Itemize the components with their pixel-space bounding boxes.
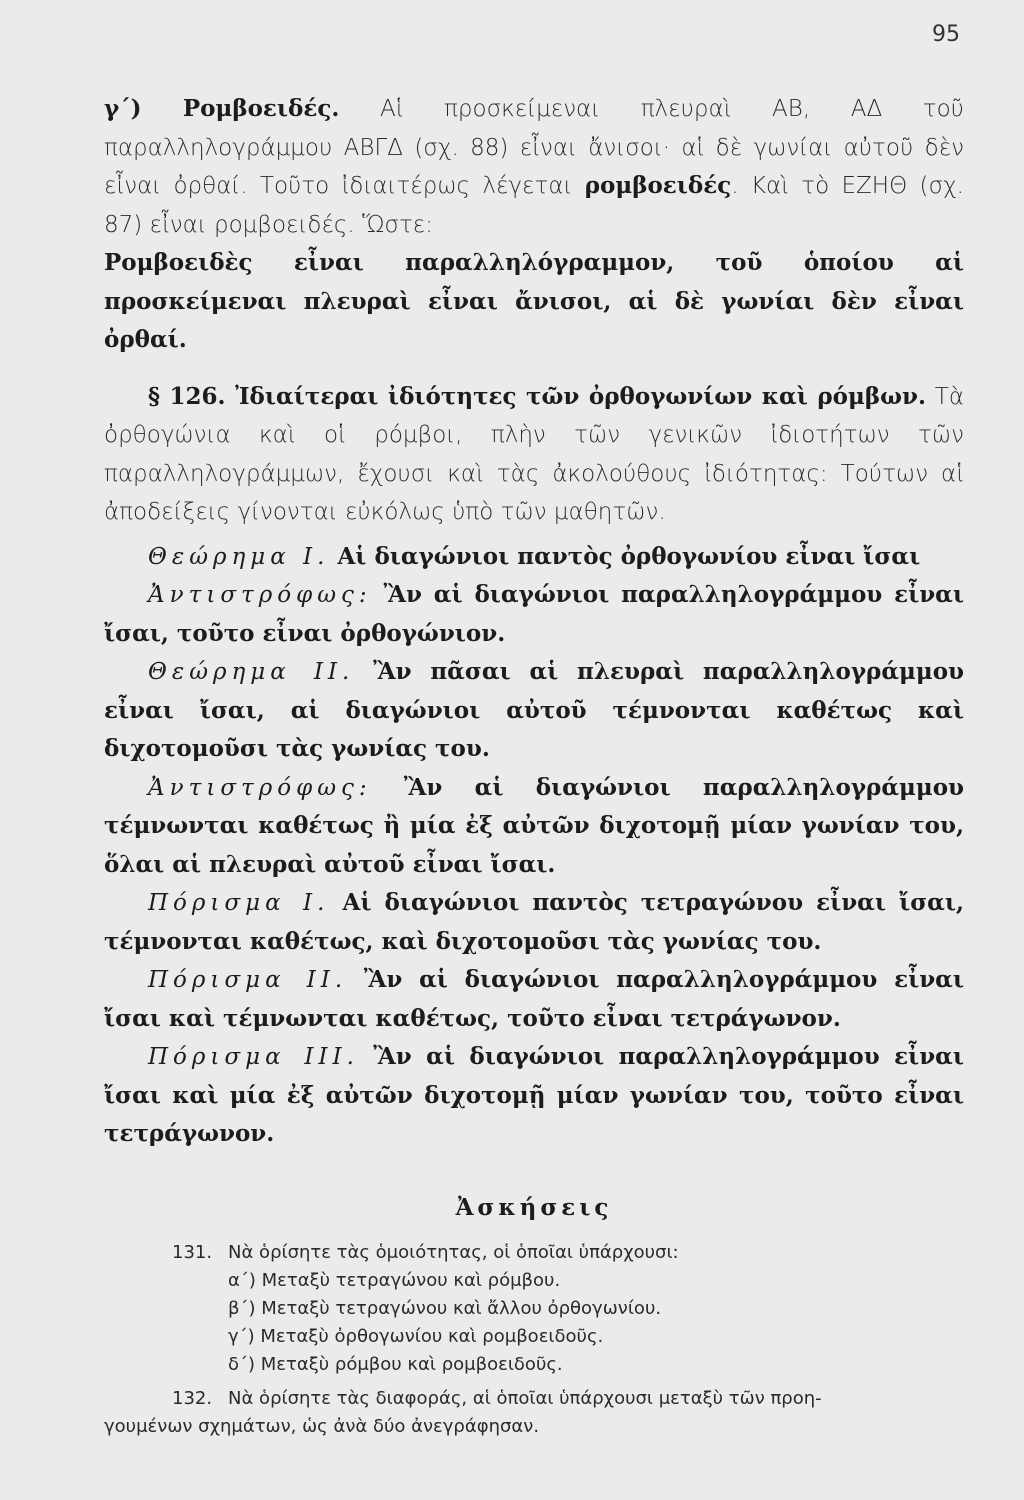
rhombus-label: γ΄) Ρομβοειδές. bbox=[104, 95, 340, 122]
exercise-text: Νὰ ὁρίσητε τὰς ὁμοιότητας, οἱ ὁποῖαι ὑπάρχουσι: bbox=[228, 1241, 679, 1263]
theorem-text: Αἱ διαγώνιοι παντὸς ὀρθογωνίου εἶναι ἴσαι bbox=[329, 542, 921, 570]
exercise-item: γ΄) Μεταξὺ ὀρθογωνίου καὶ ρομβοειδοῦς. bbox=[228, 1325, 604, 1347]
theorem-text: Ἂν αἱ διαγώνιοι παραλληλογράμμου τέμνωνται καθέτως ἢ μία ἐξ αὐτῶν διχοτομῇ μίαν γωνίαν του, ὅλαι αἱ πλευραὶ αὐτοῦ εἶναι ἴσαι. bbox=[104, 773, 964, 878]
exercises-heading: Ἀσκήσεις bbox=[455, 1193, 613, 1221]
converse-1 bbox=[104, 576, 964, 653]
theorem-text: Ἂν πᾶσαι αἱ πλευραὶ παραλληλογράμμου εἶναι ἴσαι, αἱ διαγώνιοι αὐτοῦ τέμνονται καθέτως καὶ διχοτομοῦσι τὰς γωνίας του. bbox=[104, 658, 964, 762]
rhombus-text: Αἱ προσκείμεναι πλευραὶ ΑΒ, ΑΔ τοῦ παραλληλογράμμου ΑΒΓΔ (σχ. 88) εἶναι ἄνισοι· αἱ δὲ γωνίαι αὐτοῦ δὲν εἶναι ὀρθαί. Τοῦτο ἰδιαιτέρως λέγεται bbox=[104, 96, 964, 199]
exercise-item: α΄) Μεταξὺ τετραγώνου καὶ ρόμβου. bbox=[228, 1269, 561, 1291]
page-number: 95 bbox=[932, 22, 960, 47]
exercise-132 bbox=[104, 1385, 964, 1441]
corollary-3 bbox=[104, 1038, 964, 1154]
theorem-text: Ἂν αἱ διαγώνιοι παραλληλογράμμου εἶναι ἴσαι, τοῦτο εἶναι ὀρθογώνιον. bbox=[104, 581, 964, 647]
theorem-2 bbox=[104, 653, 964, 769]
theorem-label: Πόρισμα ΙΙ. bbox=[148, 967, 348, 993]
theorem-label: Θεώρημα ΙΙ. bbox=[148, 659, 355, 685]
rhombus-paragraph bbox=[104, 90, 964, 244]
section-heading: § 126. Ἰδιαίτεραι ἰδιότητες τῶν ὀρθογωνίων καὶ ρόμβων. bbox=[148, 382, 926, 410]
rhombus-text-2: . Καὶ τὸ ΕΖΗΘ (σχ. 87) εἶναι ρομβοειδές. Ὥστε: bbox=[104, 173, 964, 238]
theorem-1 bbox=[104, 538, 964, 577]
exercise-number: 131. bbox=[172, 1241, 213, 1263]
exercise-131 bbox=[104, 1239, 964, 1379]
corollary-1 bbox=[104, 884, 964, 961]
rhombus-term: ρομβοειδές bbox=[584, 172, 732, 199]
converse-2 bbox=[104, 769, 964, 885]
theorem-label: Θεώρημα Ι. bbox=[148, 543, 330, 570]
exercise-line bbox=[104, 1385, 964, 1413]
theorem-label: Πόρισμα ΙΙΙ. bbox=[148, 1044, 359, 1070]
theorem-text: Αἱ διαγώνιοι παντὸς τετραγώνου εἶναι ἴσαι, τέμνονται καθέτως, καὶ διχοτομοῦσι τὰς γωνίας του. bbox=[104, 889, 965, 955]
theorem-label: Ἀντιστρόφως: bbox=[148, 582, 372, 608]
exercise-item: δ΄) Μεταξὺ ρόμβου καὶ ρομβοειδοῦς. bbox=[228, 1353, 563, 1375]
rhombus-definition: Ρομβοειδὲς εἶναι παραλληλόγραμμον, τοῦ ὁποίου αἱ προσκείμεναι πλευραὶ εἶναι ἄνισοι, αἱ δὲ γωνίαι δὲν εἶναι ὀρθαί. bbox=[104, 249, 964, 353]
theorem-text: Ἂν αἱ διαγώνιοι παραλληλογράμμου εἶναι ἴσαι καὶ τέμνωνται καθέτως, τοῦτο εἶναι τετράγωνον. bbox=[104, 966, 964, 1032]
theorem-text: Ἂν αἱ διαγώνιοι παραλληλογράμμου εἶναι ἴσαι καὶ μία ἐξ αὐτῶν διχοτομῇ μίαν γωνίαν του, τοῦτο εἶναι τετράγωνον. bbox=[104, 1043, 964, 1147]
section-text: Τὰ ὀρθογώνια καὶ οἱ ρόμβοι, πλὴν τῶν γενικῶν ἰδιοτήτων τῶν παραλληλογράμμων, ἔχουσι καὶ τὰς ἀκολούθους ἰδιότητας: Τούτων αἱ ἀποδείξεις γίνονται εὐκόλως ὑπὸ τῶν μαθητῶν. bbox=[104, 383, 964, 525]
exercise-line bbox=[104, 1239, 964, 1267]
theorem-label: Πόρισμα Ι. bbox=[148, 890, 330, 916]
exercise-item: β΄) Μεταξὺ τετραγώνου καὶ ἄλλου ὀρθογωνίου. bbox=[228, 1297, 662, 1319]
corollary-2 bbox=[104, 961, 964, 1038]
theorem-label: Ἀντιστρόφως: bbox=[148, 774, 372, 801]
exercise-continuation: γουμένων σχημάτων, ὡς ἀνὰ δύο ἀνεγράφησαν. bbox=[104, 1415, 540, 1437]
exercise-number: 132. bbox=[172, 1387, 213, 1409]
exercise-text: Νὰ ὁρίσητε τὰς διαφοράς, αἱ ὁποῖαι ὑπάρχουσι μεταξὺ τῶν προη- bbox=[228, 1387, 822, 1409]
section-126 bbox=[104, 378, 964, 532]
